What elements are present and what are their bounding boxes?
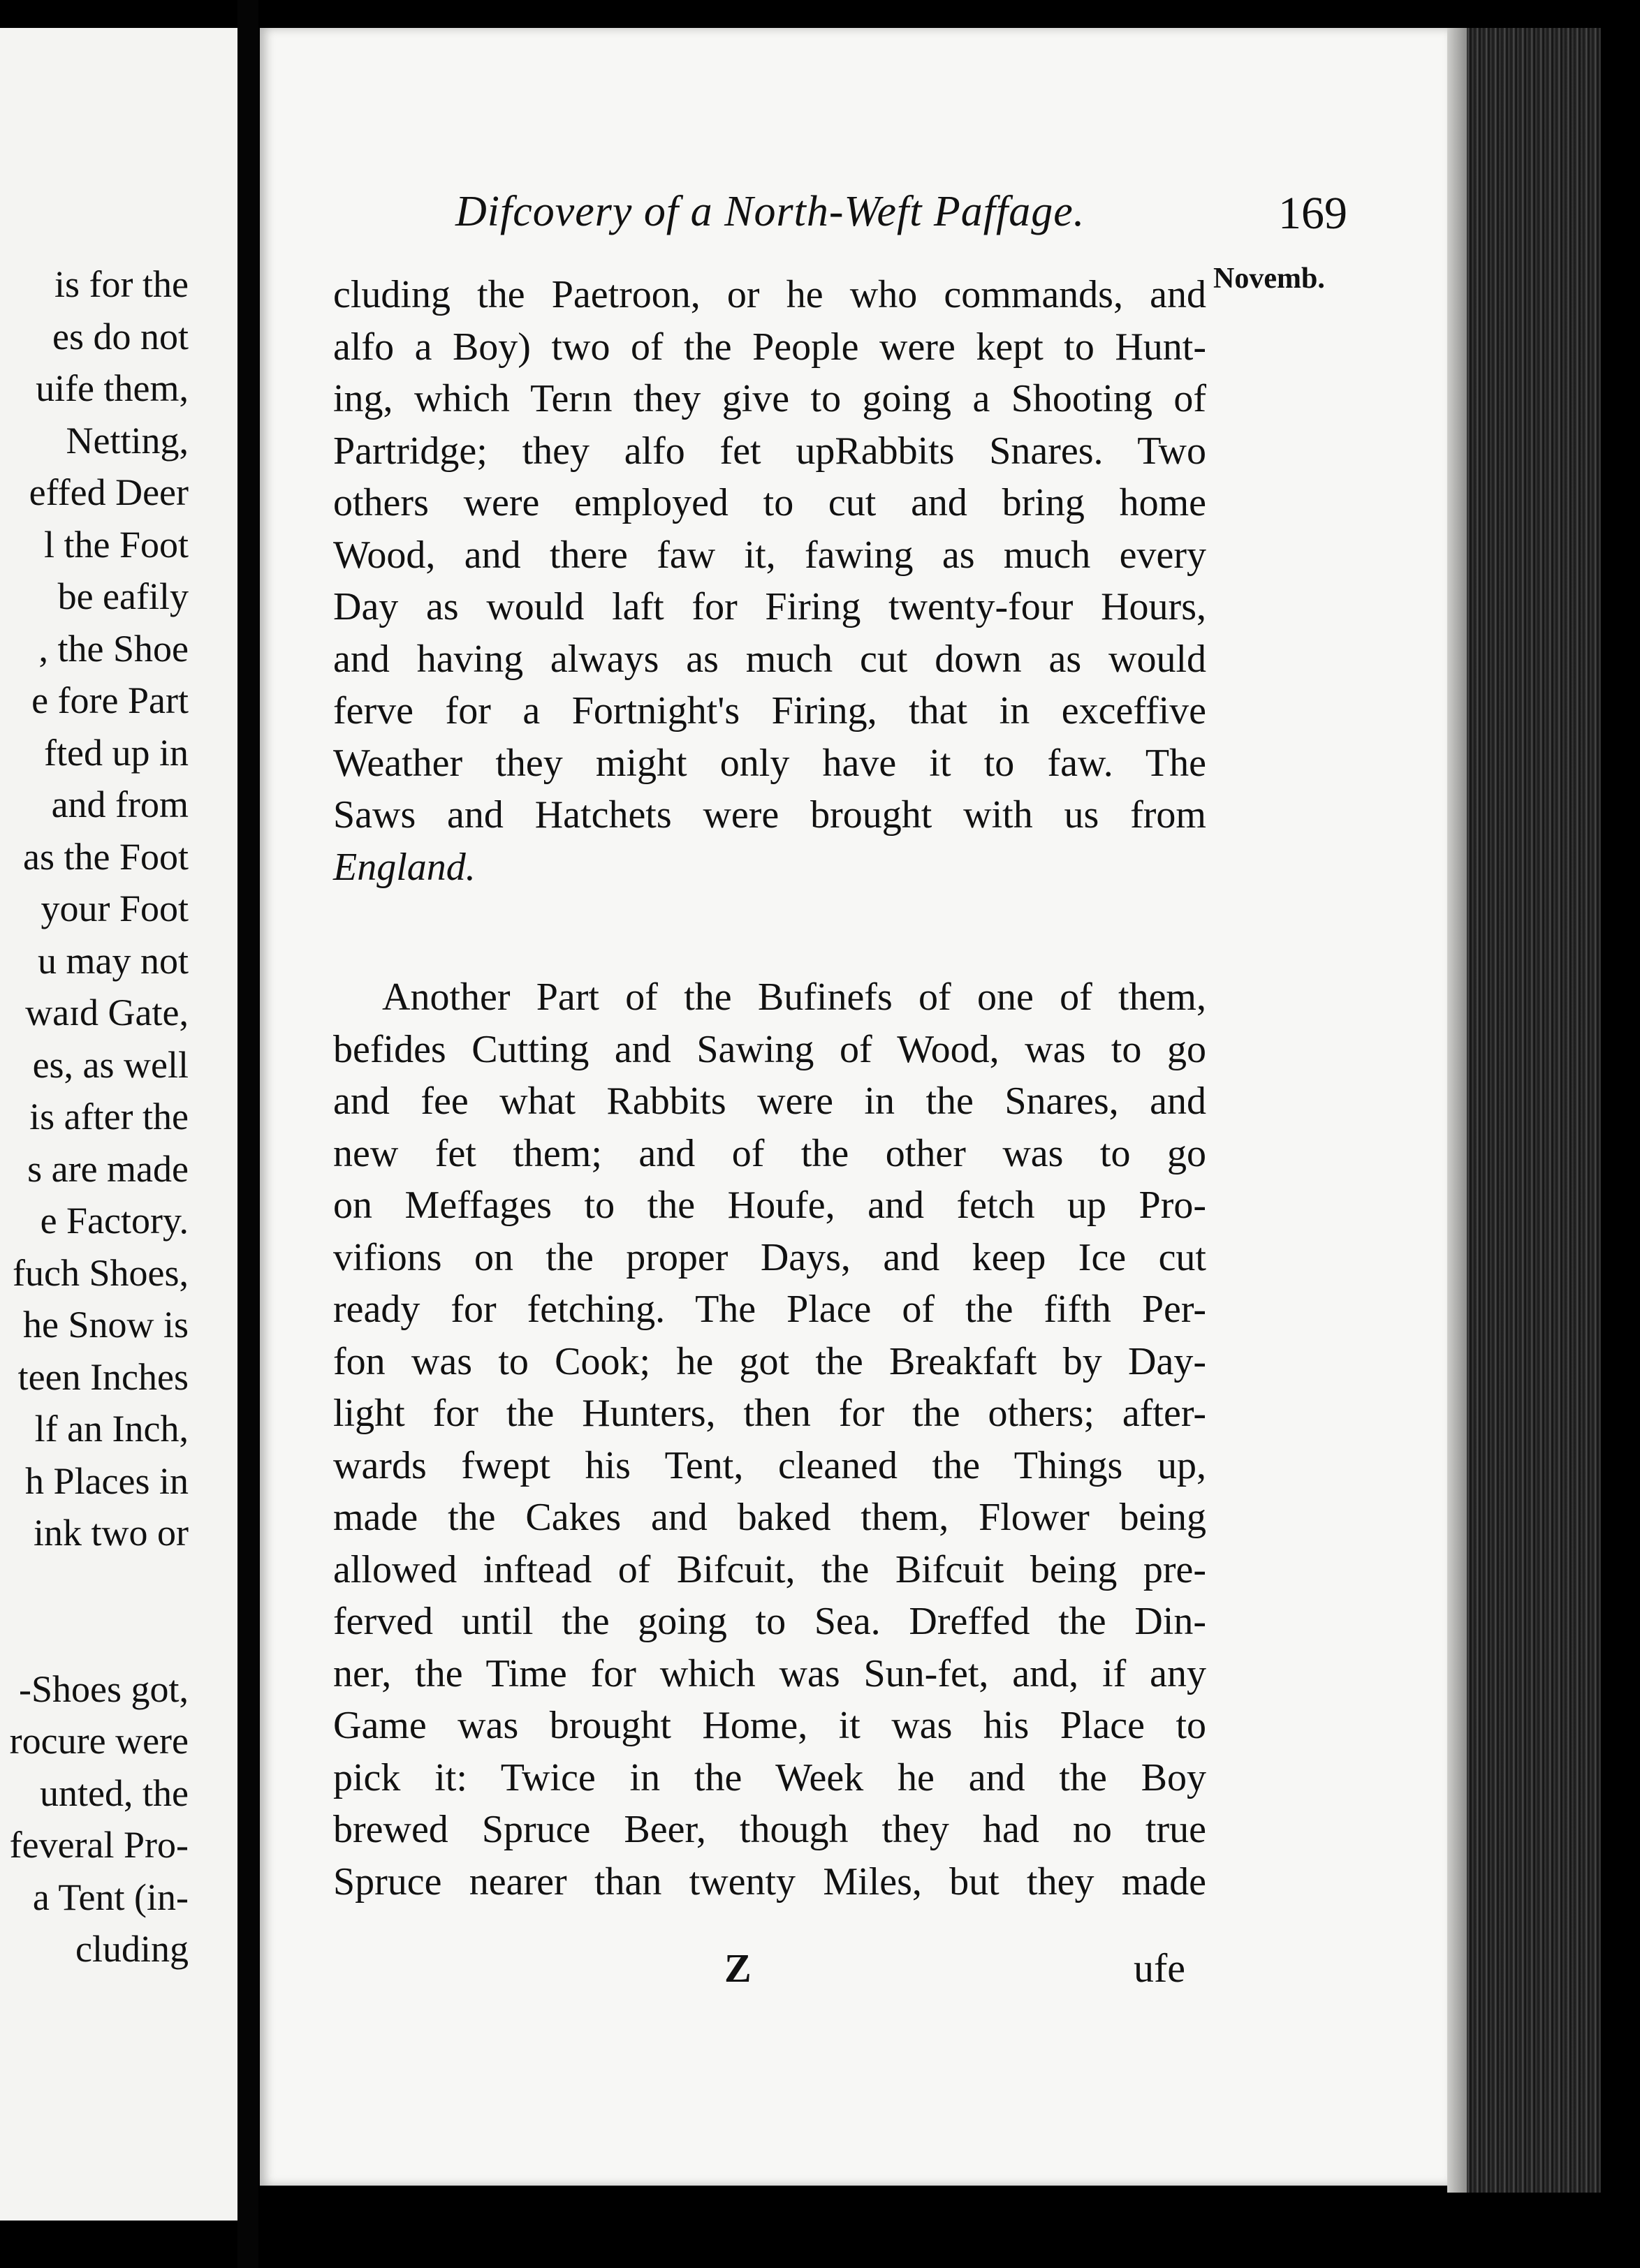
previous-page-fragment bbox=[0, 28, 237, 2221]
text-line: befides Cutting and Sawing of Wood, was to go bbox=[333, 1027, 1206, 1071]
text-line: , the Shoe bbox=[38, 627, 189, 670]
text-line: on Meffages to the Houfe, and fetch up Pro- bbox=[333, 1184, 1206, 1227]
text-line: and from bbox=[51, 783, 189, 825]
text-line: e Factory. bbox=[40, 1200, 189, 1242]
text-line: e fore Part bbox=[31, 679, 189, 721]
text-line: light for the Hunters, then for the others; after- bbox=[333, 1392, 1206, 1435]
text-line: as the Foot bbox=[23, 835, 189, 878]
text-line: new fet them; and of the other was to go bbox=[333, 1131, 1206, 1175]
paragraph-2 bbox=[333, 971, 1206, 1908]
text-line: ink two or bbox=[34, 1512, 189, 1554]
page-edge-stack bbox=[1447, 28, 1601, 2193]
text-line: h Places in bbox=[25, 1459, 189, 1502]
text-line: lf an Inch, bbox=[34, 1408, 189, 1450]
text-line: fted up in bbox=[44, 731, 189, 774]
text-line: es do not bbox=[52, 315, 189, 358]
page-number: 169 bbox=[1278, 188, 1347, 239]
text-line: others were employed to cut and bring home bbox=[333, 481, 1206, 524]
text-line: waɪd Gate, bbox=[25, 992, 189, 1033]
text-line: cluding the Paetroon, or he who commands, and bbox=[333, 273, 1206, 316]
italic-place-name: England. bbox=[333, 845, 476, 889]
text-line: wards fwept his Tent, cleaned the Things up, bbox=[333, 1443, 1206, 1487]
text-line: Saws and Hatchets were brought with us from bbox=[333, 793, 1206, 837]
text-line: feveral Pro- bbox=[9, 1824, 189, 1866]
text-line: Spruce nearer than twenty Miles, but they made bbox=[333, 1860, 1206, 1904]
catchword: ufe bbox=[1133, 1945, 1185, 1991]
text-line: Netting, bbox=[66, 419, 189, 462]
text-line: uife them, bbox=[36, 367, 189, 409]
previous-page-text bbox=[10, 258, 189, 1975]
text-line: your Foot bbox=[41, 888, 189, 929]
margin-note: Novemb. bbox=[1213, 263, 1325, 295]
text-line: ready for fetching. The Place of the fifth Per- bbox=[333, 1288, 1206, 1331]
text-line: Wood, and there faw it, fawing as much every bbox=[333, 533, 1206, 577]
text-line: ferved until the going to Sea. Dreffed the Din- bbox=[333, 1600, 1206, 1643]
text-line: a Tent (in- bbox=[32, 1876, 189, 1918]
paragraph-1 bbox=[333, 269, 1206, 893]
text-line: and having always as much cut down as would bbox=[333, 637, 1206, 681]
book-gutter bbox=[237, 0, 258, 2268]
text-line: rocure were bbox=[9, 1720, 189, 1762]
text-line: teen Inches bbox=[17, 1355, 189, 1398]
text-line: Another Part of the Bufinefs of one of them, bbox=[382, 975, 1206, 1019]
text-line: vifions on the proper Days, and keep Ice cut bbox=[333, 1235, 1206, 1279]
text-line: es, as well bbox=[32, 1043, 189, 1086]
text-line: -Shoes got, bbox=[19, 1667, 189, 1710]
text-line bbox=[333, 841, 1206, 894]
text-line: and fee what Rabbits were in the Snares, and bbox=[333, 1080, 1206, 1123]
paragraph-gap bbox=[10, 1559, 189, 1663]
running-title: Difcovery of a North-Weft Paffage. bbox=[455, 188, 1085, 235]
text-line: is for the bbox=[54, 263, 189, 305]
paragraph-gap bbox=[333, 893, 1206, 971]
text-line: is after the bbox=[29, 1096, 189, 1137]
body-text bbox=[333, 269, 1206, 1908]
text-line: fon was to Cook; he got the Breakfaft by Day- bbox=[333, 1339, 1206, 1383]
text-line: allowed inftead of Bifcuit, the Bifcuit being pre- bbox=[333, 1547, 1206, 1591]
text-line: Day as would laft for Firing twenty-four Hours, bbox=[333, 585, 1206, 628]
text-line: ner, the Time for which was Sun-fet, and, if any bbox=[333, 1651, 1206, 1695]
page-footer bbox=[333, 1945, 1206, 2001]
text-line: ferve for a Fortnight's Firing, that in exceffive bbox=[333, 689, 1206, 732]
page-edge-highlight bbox=[1447, 28, 1467, 2193]
text-line: pick it: Twice in the Week he and the Boy bbox=[333, 1755, 1206, 1799]
text-line: Partridge; they alfo fet upRabbits Snares. Two bbox=[333, 429, 1206, 473]
text-line: ing, which Terın they give to going a Shooting of bbox=[333, 377, 1206, 420]
text-line: effed Deer bbox=[29, 471, 189, 513]
text-line: l the Foot bbox=[43, 523, 189, 566]
text-line: u may not bbox=[38, 939, 189, 982]
signature-mark: Z bbox=[724, 1945, 752, 1991]
text-line: Weather they might only have it to faw. The bbox=[333, 741, 1206, 785]
text-line: cluding bbox=[75, 1928, 189, 1970]
book-page bbox=[260, 28, 1447, 2186]
text-line: alfo a Boy) two of the People were kept to Hunt- bbox=[333, 325, 1206, 369]
text-line: he Snow is bbox=[22, 1304, 189, 1346]
text-line: be eafily bbox=[57, 575, 189, 617]
text-line: unted, the bbox=[40, 1772, 189, 1814]
text-line: Game was brought Home, it was his Place to bbox=[333, 1704, 1206, 1747]
text-line: made the Cakes and baked them, Flower being bbox=[333, 1496, 1206, 1539]
text-line: s are made bbox=[27, 1147, 189, 1190]
text-line: brewed Spruce Beer, though they had no true bbox=[333, 1808, 1206, 1851]
text-line: fuch Shoes, bbox=[13, 1251, 189, 1294]
